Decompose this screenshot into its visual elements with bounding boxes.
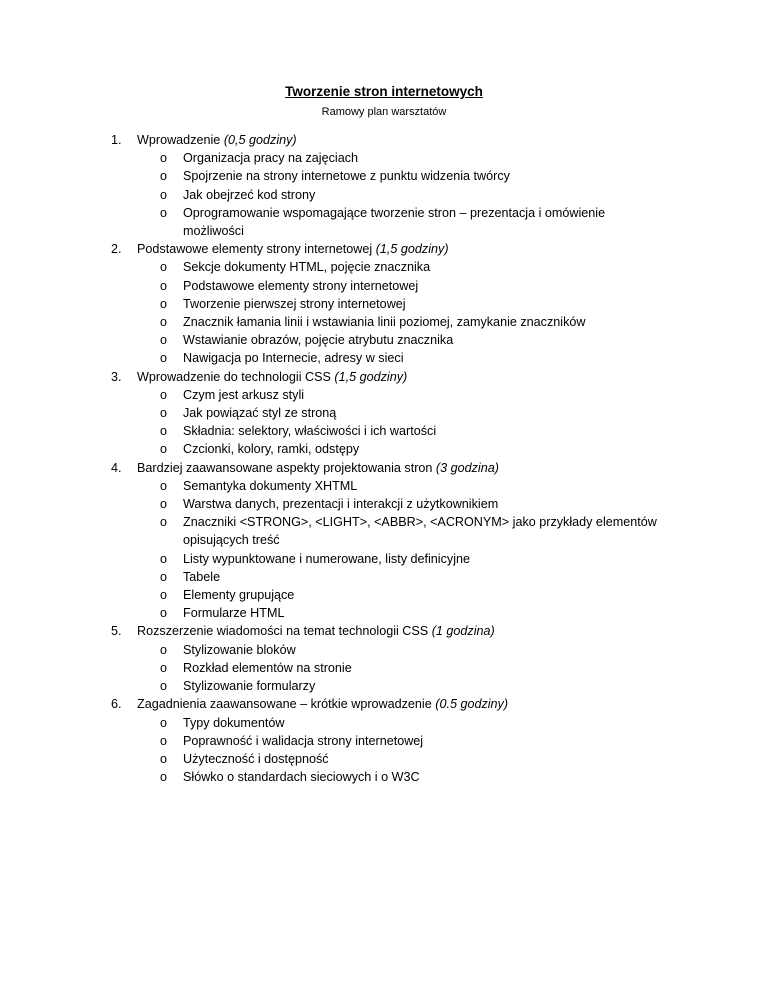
section-heading bbox=[0, 368, 768, 386]
list-item bbox=[0, 149, 768, 167]
list-item-text: Jak obejrzeć kod strony bbox=[183, 187, 316, 202]
bullet-icon: o bbox=[160, 733, 168, 748]
list-item-text: Podstawowe elementy strony internetowej bbox=[183, 278, 419, 293]
bullet-icon: o bbox=[160, 151, 168, 166]
section-number: 1. bbox=[111, 133, 122, 147]
bullet-icon: o bbox=[160, 515, 168, 530]
bullet-icon: o bbox=[160, 497, 168, 512]
list-item bbox=[0, 768, 768, 786]
list-item-text: Organizacja pracy na zajęciach bbox=[183, 151, 359, 166]
bullet-icon: o bbox=[160, 770, 168, 785]
list-item bbox=[0, 550, 768, 568]
list-item bbox=[0, 422, 768, 440]
list-item-text: Wstawianie obrazów, pojęcie atrybutu znacznika bbox=[183, 333, 454, 348]
list-item-text: Znacznik łamania linii i wstawiania linii poziomej, zamykanie znaczników bbox=[183, 315, 586, 330]
section-heading bbox=[0, 459, 768, 477]
list-item bbox=[0, 386, 768, 404]
list-item bbox=[0, 586, 768, 604]
list-item bbox=[0, 750, 768, 768]
list-item-text: Znaczniki <STRONG>, <LIGHT>, <ABBR>, <ACRONYM> jako przykłady elementów opisujących treść bbox=[183, 515, 657, 548]
section-title: Podstawowe elementy strony internetowej bbox=[137, 242, 373, 257]
list-item-text: Formularze HTML bbox=[183, 606, 285, 621]
section-heading bbox=[0, 622, 768, 640]
section-heading-text bbox=[137, 131, 297, 149]
bullet-icon: o bbox=[160, 751, 168, 766]
list-item-text: Czcionki, kolory, ramki, odstępy bbox=[183, 442, 360, 457]
section-heading-text bbox=[137, 240, 449, 258]
list-item-text: Tworzenie pierwszej strony internetowej bbox=[183, 296, 406, 311]
bullet-icon: o bbox=[160, 406, 168, 421]
list-item bbox=[0, 204, 768, 240]
section-title: Wprowadzenie bbox=[137, 133, 221, 147]
section-number: 6. bbox=[111, 697, 122, 712]
bullet-icon: o bbox=[160, 351, 168, 366]
outline-section bbox=[0, 459, 768, 623]
bullet-icon: o bbox=[160, 315, 168, 330]
list-item-text: Sekcje dokumenty HTML, pojęcie znacznika bbox=[183, 260, 431, 275]
section-heading-text bbox=[137, 368, 407, 386]
list-item bbox=[0, 568, 768, 586]
section-heading-text bbox=[137, 459, 499, 477]
list-item-text: Nawigacja po Internecie, adresy w sieci bbox=[183, 351, 404, 366]
bullet-icon: o bbox=[160, 551, 168, 566]
section-duration: (0,5 godziny) bbox=[223, 133, 297, 147]
list-item bbox=[0, 495, 768, 513]
bullet-icon: o bbox=[160, 715, 168, 730]
list-item-text: Stylizowanie formularzy bbox=[183, 679, 316, 694]
list-item bbox=[0, 404, 768, 422]
bullet-icon: o bbox=[160, 205, 168, 220]
list-item bbox=[0, 714, 768, 732]
list-item-text: Jak powiązać styl ze stroną bbox=[183, 406, 337, 421]
bullet-icon: o bbox=[160, 606, 168, 621]
section-heading bbox=[0, 131, 768, 149]
list-item bbox=[0, 277, 768, 295]
section-title: Bardziej zaawansowane aspekty projektowania stron bbox=[137, 460, 433, 475]
bullet-icon: o bbox=[160, 187, 168, 202]
section-number: 4. bbox=[111, 460, 122, 475]
list-item bbox=[0, 295, 768, 313]
list-item bbox=[0, 659, 768, 677]
list-item bbox=[0, 349, 768, 367]
list-item bbox=[0, 167, 768, 185]
list-item-text: Semantyka dokumenty XHTML bbox=[183, 478, 358, 493]
outline-section bbox=[0, 622, 768, 695]
bullet-icon: o bbox=[160, 679, 168, 694]
section-heading bbox=[0, 695, 768, 713]
document-subtitle: Ramowy plan warsztatów bbox=[321, 106, 447, 118]
outline-section bbox=[0, 240, 768, 367]
section-number: 5. bbox=[111, 624, 122, 639]
section-duration: (3 godzina) bbox=[435, 460, 499, 475]
bullet-icon: o bbox=[160, 588, 168, 603]
list-item bbox=[0, 258, 768, 276]
list-item-text: Poprawność i walidacja strony internetowej bbox=[183, 733, 424, 748]
list-item-text: Listy wypunktowane i numerowane, listy definicyjne bbox=[183, 551, 470, 566]
list-item bbox=[0, 732, 768, 750]
bullet-icon: o bbox=[160, 660, 168, 675]
bullet-icon: o bbox=[160, 296, 168, 311]
list-item bbox=[0, 641, 768, 659]
workshop-outline bbox=[0, 131, 768, 786]
bullet-icon: o bbox=[160, 478, 168, 493]
section-title: Rozszerzenie wiadomości na temat technologii CSS bbox=[137, 624, 429, 639]
outline-section bbox=[0, 695, 768, 786]
list-item bbox=[0, 331, 768, 349]
bullet-icon: o bbox=[160, 260, 168, 275]
bullet-icon: o bbox=[160, 442, 168, 457]
list-item-text: Stylizowanie bloków bbox=[183, 642, 296, 657]
list-item bbox=[0, 440, 768, 458]
bullet-icon: o bbox=[160, 387, 168, 402]
list-item-text: Elementy grupujące bbox=[183, 588, 295, 603]
section-number: 3. bbox=[111, 369, 122, 384]
list-item bbox=[0, 677, 768, 695]
bullet-icon: o bbox=[160, 569, 168, 584]
list-item bbox=[0, 513, 768, 549]
list-item bbox=[0, 313, 768, 331]
section-duration: (1 godzina) bbox=[431, 624, 495, 639]
list-item-text: Oprogramowanie wspomagające tworzenie stron – prezentacja i omówienie możliwości bbox=[183, 205, 606, 239]
list-item-text: Czym jest arkusz styli bbox=[183, 387, 305, 402]
list-item-text: Składnia: selektory, właściwości i ich wartości bbox=[183, 424, 437, 439]
list-item bbox=[0, 604, 768, 622]
outline-section bbox=[0, 368, 768, 459]
list-item bbox=[0, 186, 768, 204]
section-heading-text bbox=[137, 695, 508, 713]
list-item-text: Słówko o standardach sieciowych i o W3C bbox=[183, 770, 420, 785]
bullet-icon: o bbox=[160, 333, 168, 348]
list-item-text: Tabele bbox=[183, 569, 221, 584]
section-title: Zagadnienia zaawansowane – krótkie wprowadzenie bbox=[137, 697, 432, 712]
bullet-icon: o bbox=[160, 642, 168, 657]
bullet-icon: o bbox=[160, 424, 168, 439]
list-item-text: Użyteczność i dostępność bbox=[183, 751, 329, 766]
section-heading-text bbox=[137, 622, 495, 640]
list-item bbox=[0, 477, 768, 495]
section-duration: (1,5 godziny) bbox=[334, 369, 408, 384]
list-item-text: Spojrzenie na strony internetowe z punktu widzenia twórcy bbox=[183, 169, 510, 184]
section-duration: (1,5 godziny) bbox=[375, 242, 449, 257]
list-item-text: Rozkład elementów na stronie bbox=[183, 660, 352, 675]
bullet-icon: o bbox=[160, 169, 168, 184]
list-item-text: Typy dokumentów bbox=[183, 715, 285, 730]
outline-section bbox=[0, 131, 768, 240]
section-heading bbox=[0, 240, 768, 258]
list-item-text: Warstwa danych, prezentacji i interakcji z użytkownikiem bbox=[183, 497, 499, 512]
section-title: Wprowadzenie do technologii CSS bbox=[137, 369, 331, 384]
section-number: 2. bbox=[111, 242, 122, 257]
section-duration: (0.5 godziny) bbox=[435, 697, 509, 712]
bullet-icon: o bbox=[160, 278, 168, 293]
document-title: Tworzenie stron internetowych bbox=[285, 84, 483, 99]
